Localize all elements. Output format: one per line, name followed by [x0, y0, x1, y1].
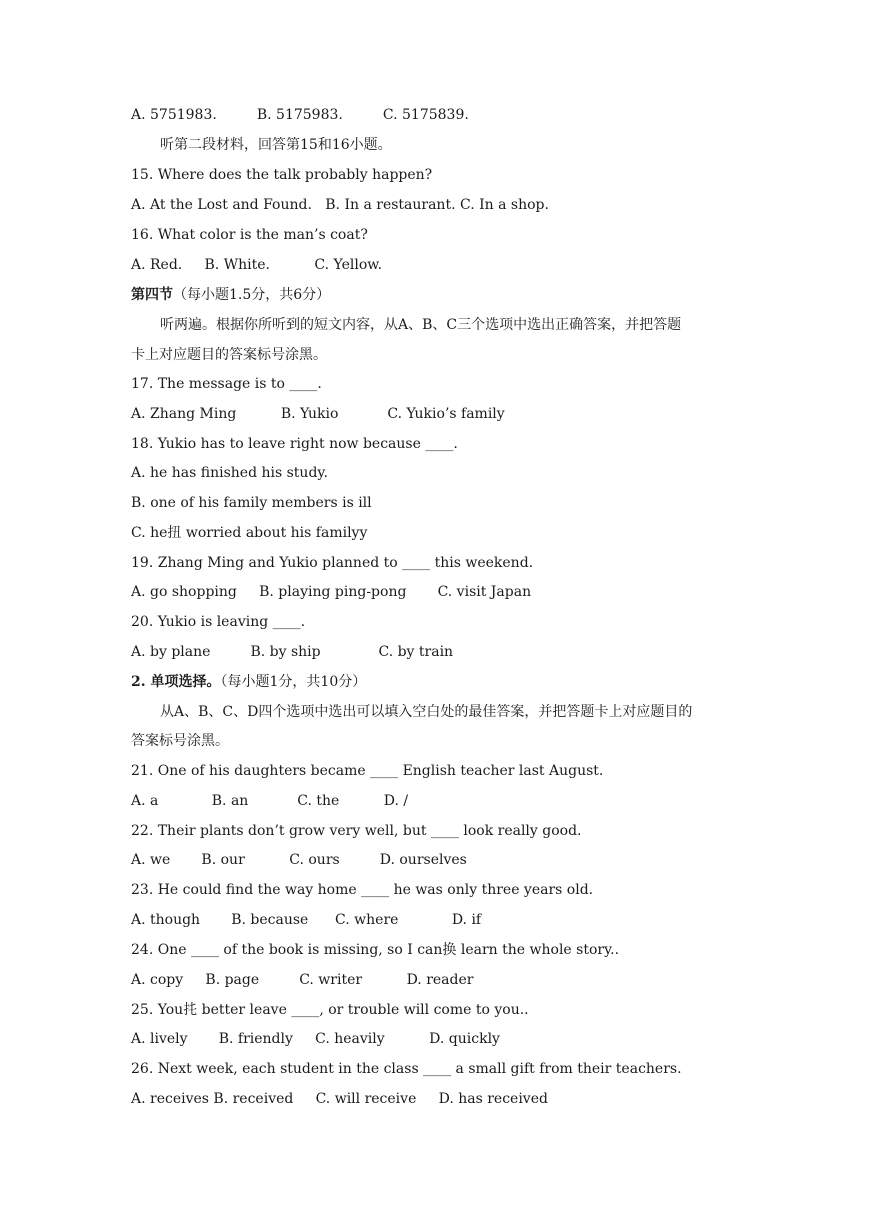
part-2-instruction-1: 从A、B、C、D四个选项中选出可以填入空白处的最佳答案，并把答题卡上对应题目的: [160, 704, 693, 720]
section-4-title: 第四节: [131, 287, 173, 303]
q21-options: A. a B. an C. the D. /: [131, 793, 409, 809]
question-20: 20. Yukio is leaving ____.: [131, 614, 306, 630]
section-instruction: 听第二段材料，回答第15和16小题。: [160, 137, 392, 153]
question-22: 22. Their plants don’t grow very well, but ____ look really good.: [131, 823, 582, 839]
question-25: 25. You扥 better leave ____, or trouble will come to you..: [131, 1002, 529, 1018]
q17-options: A. Zhang Ming B. Yukio C. Yukio’s family: [131, 406, 505, 422]
q18-option-a: A. he has finished his study.: [131, 465, 328, 481]
q14-options: A. 5751983. B. 5175983. C. 5175839.: [131, 107, 469, 123]
question-17: 17. The message is to ____.: [131, 376, 322, 392]
q16-options: A. Red. B. White. C. Yellow.: [131, 257, 383, 273]
part-2-scoring: （每小题1分，共10分）: [220, 674, 367, 690]
question-18: 18. Yukio has to leave right now because ____.: [131, 436, 458, 452]
section-4-scoring: （每小题1.5分，共6分）: [173, 287, 331, 303]
q18-option-b: B. one of his family members is ill: [131, 495, 372, 511]
question-26: 26. Next week, each student in the class ____ a small gift from their teachers.: [131, 1061, 682, 1077]
part-2-instruction-2: 答案标号涂黑。: [131, 733, 229, 749]
q20-options: A. by plane B. by ship C. by train: [131, 644, 454, 660]
q19-options: A. go shopping B. playing ping-pong C. visit Japan: [131, 584, 532, 600]
q18-option-c: C. he扭 worried about his familyy: [131, 525, 368, 541]
question-19: 19. Zhang Ming and Yukio planned to ____ this weekend.: [131, 555, 534, 571]
question-21: 21. One of his daughters became ____ English teacher last August.: [131, 763, 604, 779]
section-4-instruction-1: 听两遍。根据你所听到的短文内容，从A、B、C三个选项中选出正确答案，并把答题: [160, 317, 682, 333]
q25-options: A. lively B. friendly C. heavily D. quickly: [131, 1031, 500, 1047]
q24-options: A. copy B. page C. writer D. reader: [131, 972, 474, 988]
question-23: 23. He could find the way home ____ he was only three years old.: [131, 882, 594, 898]
question-16: 16. What color is the man’s coat?: [131, 227, 368, 243]
question-15: 15. Where does the talk probably happen?: [131, 167, 433, 183]
section-4-heading: [131, 286, 330, 304]
q23-options: A. though B. because C. where D. if: [131, 912, 482, 928]
part-2-heading: [131, 673, 366, 691]
q15-options: A. At the Lost and Found. B. In a restaurant. C. In a shop.: [131, 197, 549, 213]
q26-options: A. receives B. received C. will receive D. has received: [131, 1091, 548, 1107]
section-4-instruction-2: 卡上对应题目的答案标号涂黑。: [131, 347, 327, 363]
question-24: 24. One ____ of the book is missing, so I can换 learn the whole story..: [131, 942, 620, 958]
part-2-title: 2. 单项选择。: [131, 674, 221, 690]
q22-options: A. we B. our C. ours D. ourselves: [131, 852, 467, 868]
